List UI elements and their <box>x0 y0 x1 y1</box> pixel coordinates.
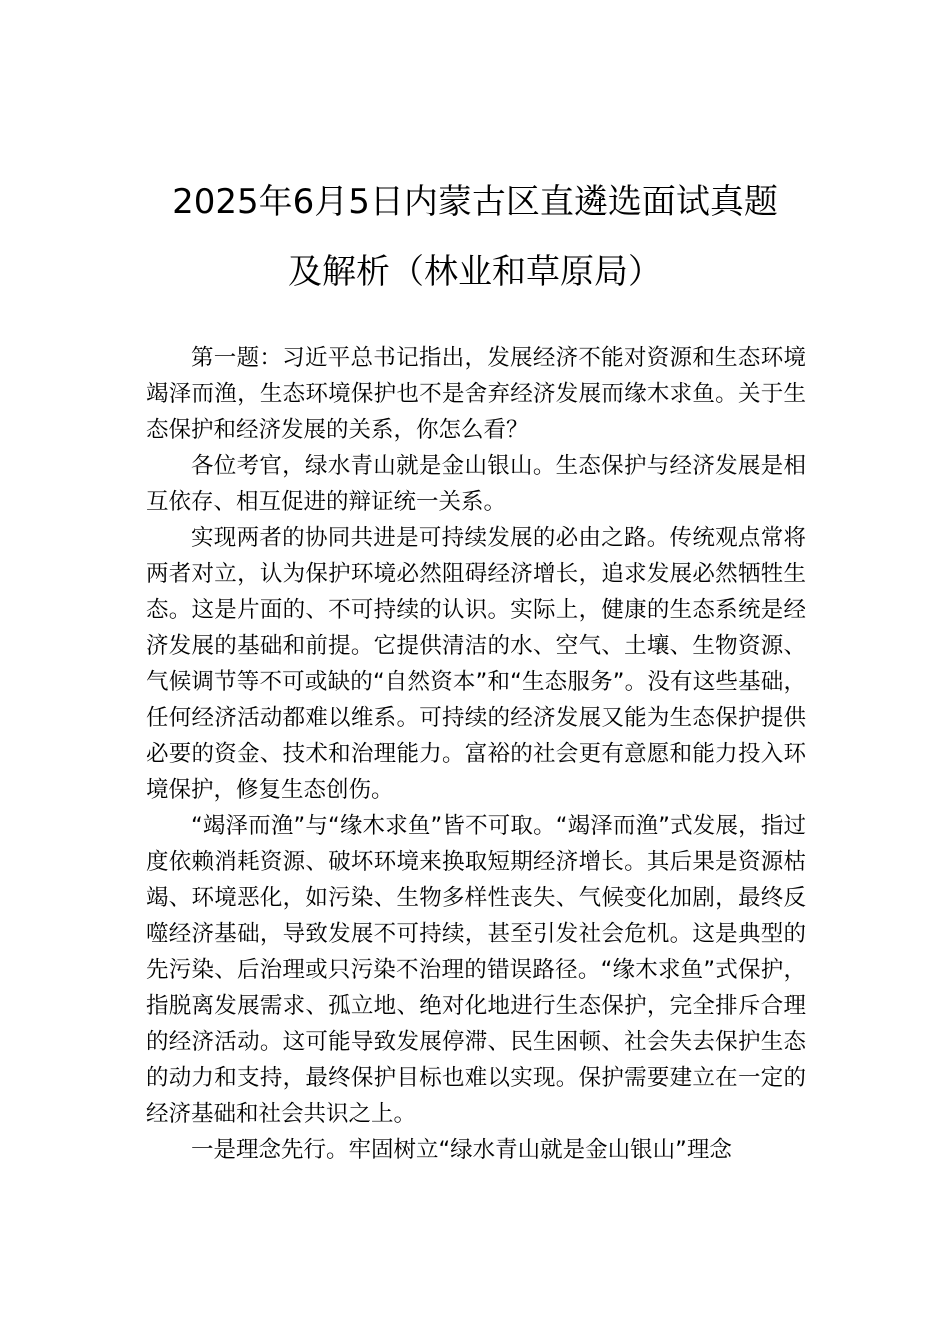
document-title-line-1: 2025年6月5日内蒙古区直遴选面试真题 <box>172 182 778 222</box>
document-body <box>146 340 806 1168</box>
paragraph-measure-one: 一是理念先行。牢固树立“绿水青山就是金山银山”理念 <box>191 1137 732 1163</box>
paragraph-question: 第一题：习近平总书记指出，发展经济不能对资源和生态环境竭泽而渔，生态环境保护也不是舍弃经济发展而缘木求鱼。关于生态保护和经济发展的关系，你怎么看？ <box>146 345 806 443</box>
document-title-line-2: 及解析（林业和草原局） <box>288 252 662 292</box>
paragraph-relationship: 实现两者的协同共进是可持续发展的必由之路。传统观点常将两者对立，认为保护环境必然阻碍经济增长，追求发展必然牺牲生态。这是片面的、不可持续的认识。实际上，健康的生态系统是经济发展的基础和前提。它提供清洁的水、空气、土壤、生物资源、气候调节等不可或缺的“自然资本”和“生态服务”。没有这些基础，任何经济活动都难以维系。可持续的经济发展又能为生态保护提供必要的资金、技术和治理能力。富裕的社会更有意愿和能力投入环境保护，修复生态创伤。 <box>146 525 806 803</box>
paragraph-both-wrong: “竭泽而渔”与“缘木求鱼”皆不可取。“竭泽而渔”式发展，指过度依赖消耗资源、破坏环境来换取短期经济增长。其后果是资源枯竭、环境恶化，如污染、生物多样性丧失、气候变化加剧，最终反噬经济基础，导致发展不可持续，甚至引发社会危机。这是典型的先污染、后治理或只污染不治理的错误路径。“缘木求鱼”式保护，指脱离发展需求、孤立地、绝对化地进行生态保护，完全排斥合理的经济活动。这可能导致发展停滞、民生困顿、社会失去保护生态的动力和支持，最终保护目标也难以实现。保护需要建立在一定的经济基础和社会共识之上。 <box>146 813 806 1127</box>
paragraph-opening: 各位考官，绿水青山就是金山银山。生态保护与经济发展是相互依存、相互促进的辩证统一关系。 <box>146 453 806 515</box>
